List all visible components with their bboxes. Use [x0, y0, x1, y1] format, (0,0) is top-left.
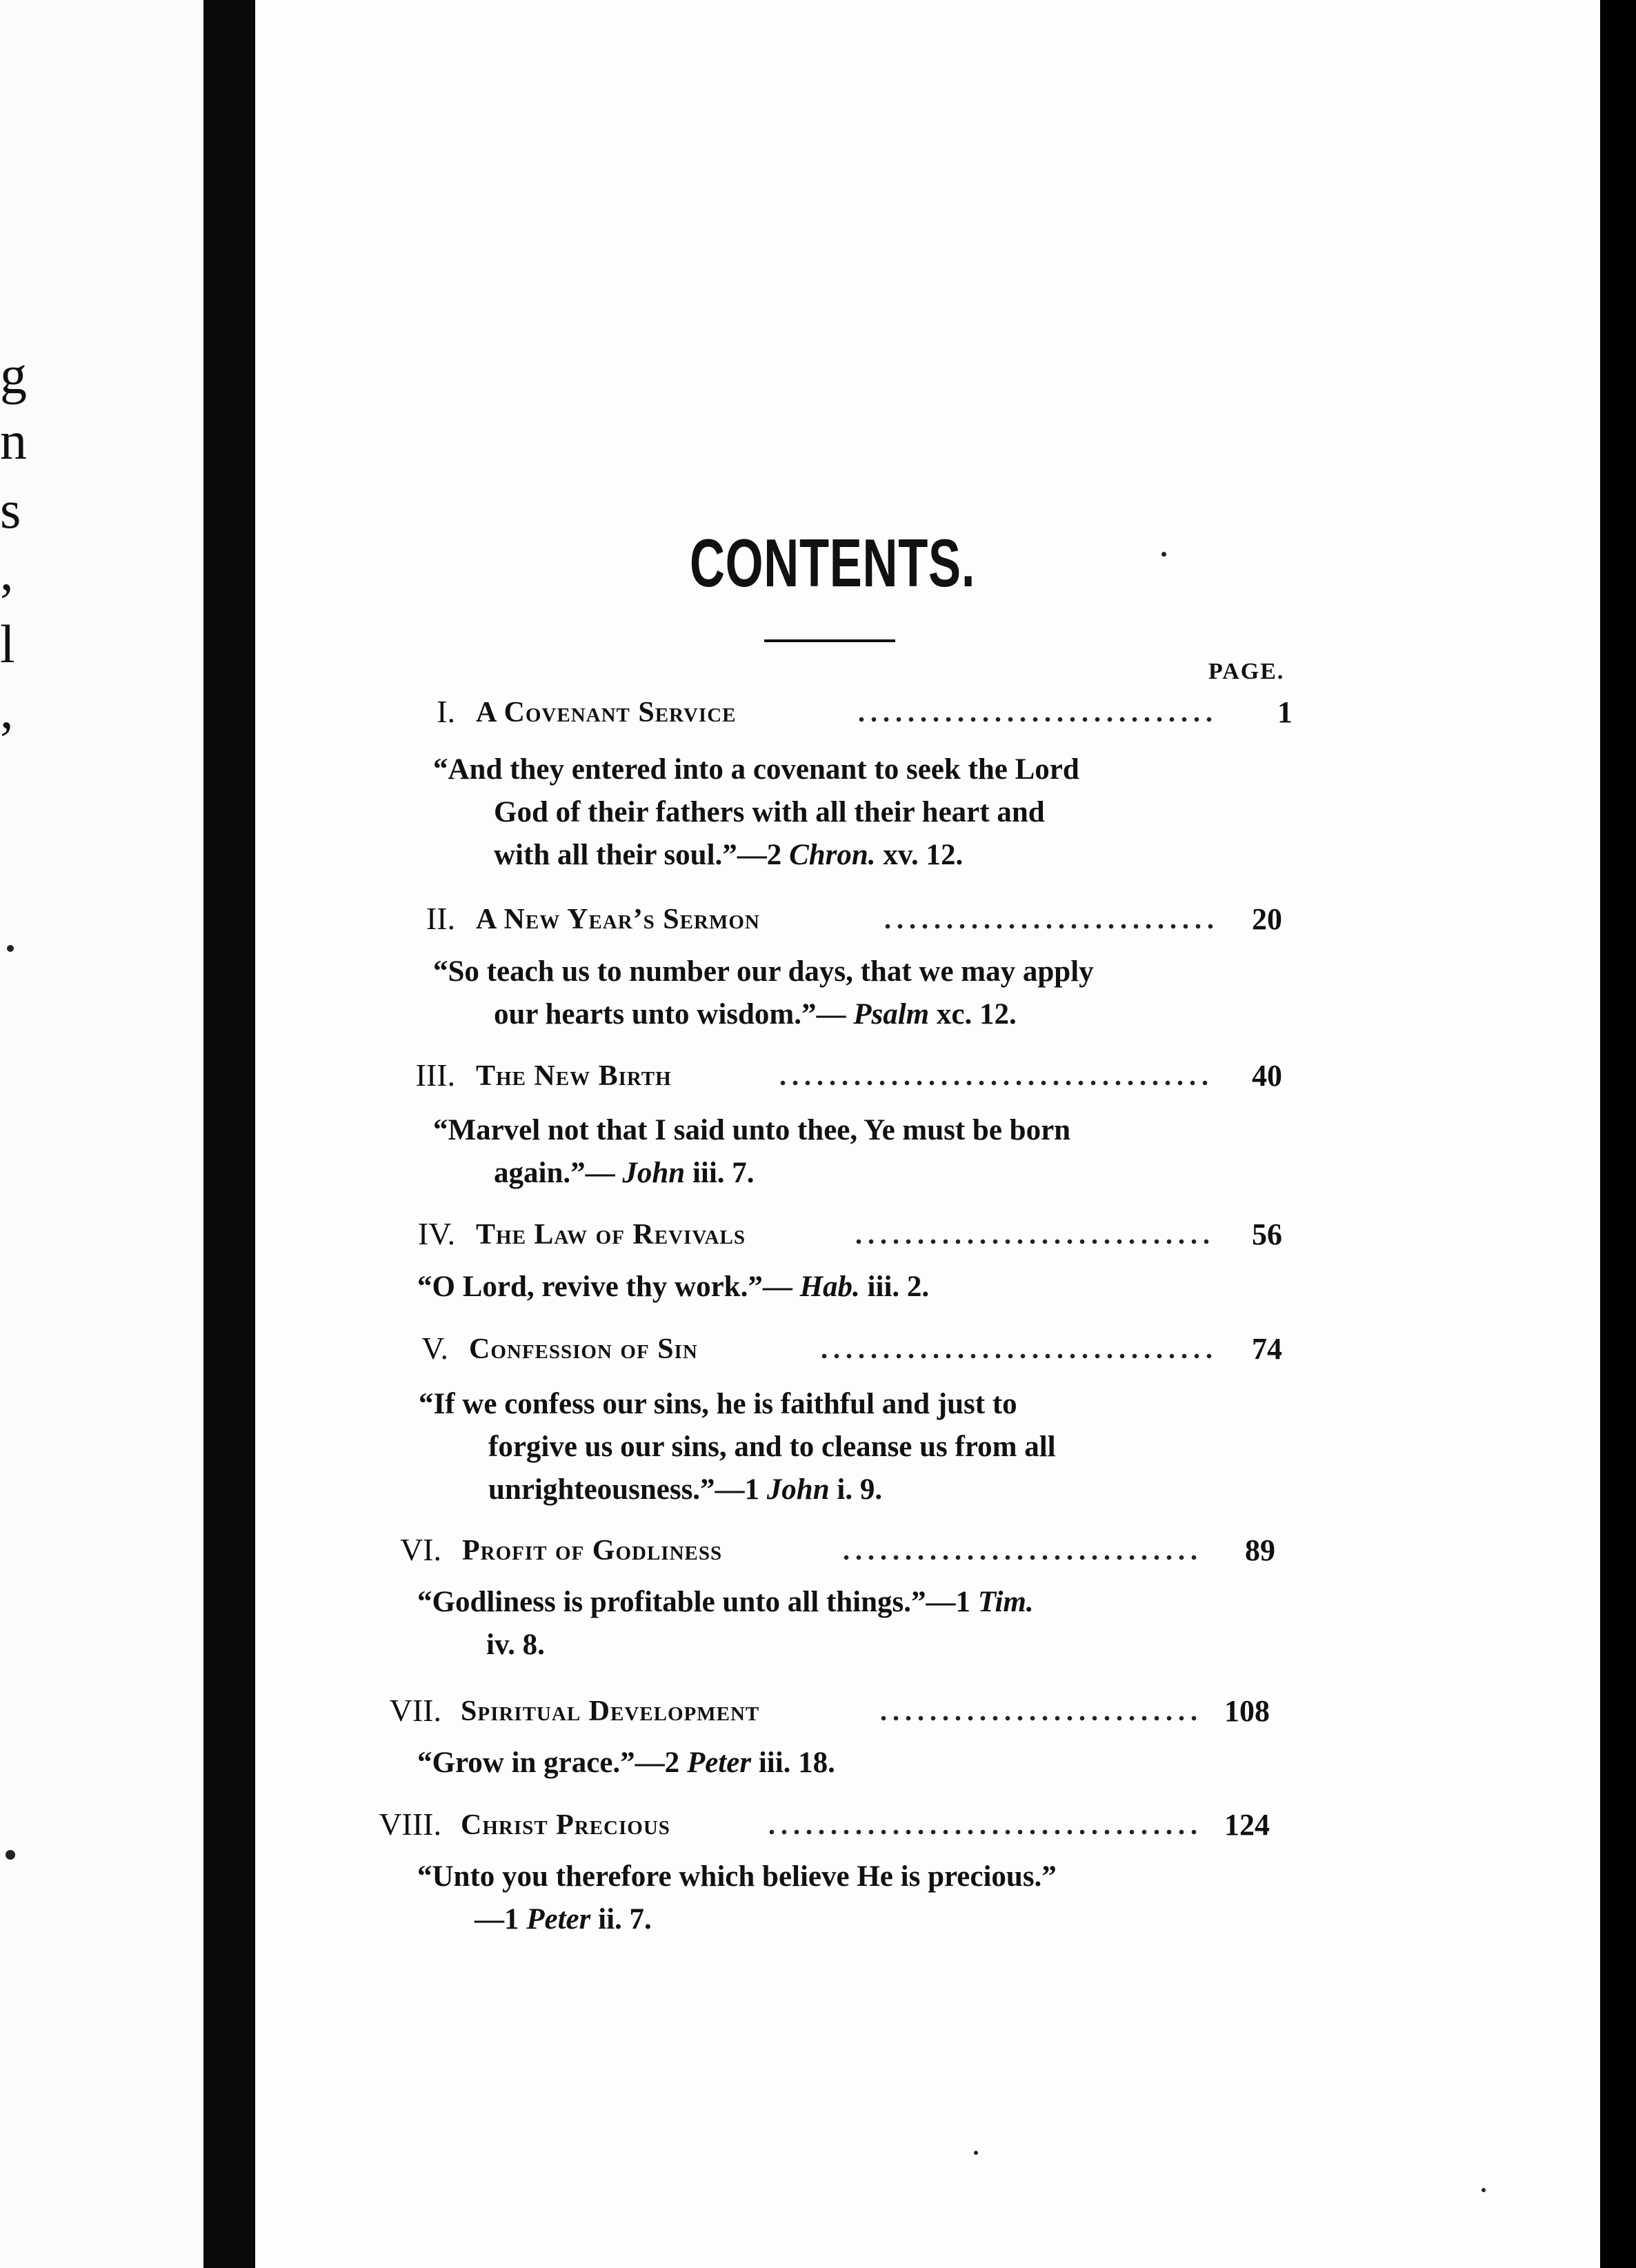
- scripture-quote-line: [433, 951, 1094, 993]
- quote-text: “Unto you therefore which believe He is precious.”: [417, 1860, 1057, 1893]
- entry-numeral: VII.: [389, 1693, 441, 1728]
- entry-title: The New Birth: [476, 1060, 672, 1092]
- reference-chapter-verse: iii. 7.: [692, 1157, 755, 1189]
- leader-dots: [877, 1715, 1204, 1721]
- left-page-fragment: ,: [0, 541, 14, 601]
- entry-title: A New Year’s Sermon: [476, 904, 760, 935]
- leader-dots: [855, 717, 1214, 722]
- entry-title: Profit of Godliness: [462, 1535, 723, 1566]
- entry-title: The Law of Revivals: [476, 1219, 746, 1251]
- quote-text: iv. 8.: [486, 1629, 545, 1661]
- scripture-quote-line: [494, 834, 963, 877]
- left-page-fragment: n: [0, 410, 27, 470]
- toc-entry: [0, 1057, 1636, 1098]
- entry-numeral: VI.: [399, 1532, 441, 1567]
- scripture-quote-line: [486, 1624, 545, 1667]
- contents-heading: CONTENTS.: [690, 525, 976, 601]
- scripture-quote-line: [433, 1109, 1070, 1152]
- entry-page-number: 108: [1224, 1694, 1270, 1728]
- entry-numeral: I.: [437, 694, 455, 729]
- toc-entry: [0, 1531, 1636, 1573]
- reference-book: John: [622, 1157, 686, 1189]
- left-page-fragment: l: [0, 614, 15, 674]
- reference-chapter-verse: xv. 12.: [883, 839, 964, 871]
- reference-chapter-verse: xc. 12.: [936, 998, 1017, 1031]
- scripture-quote-line: [417, 1266, 929, 1309]
- quote-text: “So teach us to number our days, that we may apply: [433, 955, 1094, 988]
- book-gutter: [203, 0, 255, 2268]
- left-page-fragment: g: [0, 345, 27, 405]
- toc-entry: [0, 1806, 1636, 1847]
- entry-numeral: IV.: [417, 1216, 455, 1251]
- entry-numeral: V.: [421, 1331, 448, 1366]
- entry-numeral: II.: [426, 901, 455, 936]
- leader-dots: [881, 924, 1213, 929]
- entry-numeral: III.: [415, 1057, 455, 1093]
- reference-book: Peter: [686, 1747, 752, 1779]
- quote-text: God of their fathers with all their heart and: [494, 796, 1045, 828]
- reference-chapter-verse: iii. 2.: [867, 1271, 930, 1303]
- reference-chapter-verse: ii. 7.: [598, 1903, 652, 1936]
- quote-text: “Grow in grace.”—2: [417, 1747, 680, 1779]
- toc-entry: [0, 1692, 1636, 1733]
- reference-book: Tim.: [977, 1586, 1034, 1618]
- quote-text: —1: [475, 1903, 519, 1936]
- toc-entry: [0, 1330, 1636, 1371]
- entry-title: A Covenant Service: [476, 697, 737, 728]
- entry-title: Christ Precious: [461, 1809, 670, 1841]
- scripture-quote-line: [494, 993, 1017, 1036]
- quote-text: forgive us our sins, and to cleanse us from all: [488, 1431, 1056, 1463]
- heading-rule: [764, 639, 895, 642]
- toc-entry: [0, 1215, 1636, 1257]
- entry-page-number: 56: [1252, 1217, 1282, 1251]
- reference-book: John: [766, 1473, 830, 1506]
- quote-text: with all their soul.”—2: [494, 839, 782, 871]
- page-column-header: PAGE.: [1208, 659, 1285, 684]
- reference-chapter-verse: i. 9.: [837, 1473, 883, 1506]
- quote-text: our hearts unto wisdom.”—: [494, 998, 846, 1031]
- leader-dots: [852, 1239, 1213, 1244]
- reference-book: Peter: [526, 1903, 591, 1936]
- quote-text: unrighteousness.”—1: [488, 1473, 760, 1506]
- reference-chapter-verse: iii. 18.: [758, 1747, 835, 1779]
- toc-entry: [0, 693, 1636, 735]
- reference-book: Hab.: [799, 1271, 860, 1303]
- entry-page-number: 40: [1252, 1059, 1282, 1093]
- entry-numeral: VIII.: [379, 1807, 441, 1842]
- page-edge-shadow: [1600, 0, 1636, 2268]
- quote-text: “If we confess our sins, he is faithful and just to: [419, 1388, 1017, 1420]
- entry-page-number: 89: [1245, 1533, 1275, 1567]
- left-page-fragment: ,: [0, 679, 14, 739]
- ink-speck: [974, 2151, 978, 2155]
- entry-page-number: 124: [1224, 1808, 1270, 1842]
- scripture-quote-line: [419, 1383, 1017, 1426]
- entry-page-number: 74: [1252, 1332, 1282, 1366]
- ink-speck: [1161, 552, 1166, 557]
- ink-speck: [1482, 2188, 1486, 2192]
- leader-dots: [777, 1080, 1213, 1086]
- left-page-fragment: s: [0, 479, 21, 539]
- leader-dots: [840, 1555, 1204, 1560]
- scripture-quote-line: [417, 1581, 1034, 1624]
- scripture-quote-line: [417, 1742, 835, 1784]
- quote-text: again.”—: [494, 1157, 615, 1189]
- facing-page-left: [0, 0, 203, 2268]
- leader-dots: [766, 1829, 1204, 1835]
- leader-dots: [818, 1353, 1213, 1359]
- reference-book: Psalm: [853, 998, 930, 1031]
- entry-title: Confession of Sin: [469, 1333, 698, 1365]
- scripture-quote-line: [494, 1152, 755, 1195]
- scripture-quote-line: [433, 748, 1079, 791]
- entry-title: Spiritual Development: [461, 1695, 760, 1727]
- reference-book: Chron.: [789, 839, 876, 871]
- entry-page-number: 20: [1252, 902, 1282, 936]
- scripture-quote-line: [475, 1898, 652, 1941]
- scripture-quote-line: [488, 1469, 882, 1511]
- entry-page-number: 1: [1277, 695, 1293, 729]
- ink-speck: [7, 945, 14, 952]
- quote-text: “Marvel not that I said unto thee, Ye must be born: [433, 1114, 1071, 1146]
- scripture-quote-line: [488, 1426, 1056, 1469]
- ink-speck: [6, 1850, 15, 1860]
- scripture-quote-line: [494, 791, 1045, 834]
- quote-text: “Godliness is profitable unto all things.”—1: [417, 1586, 971, 1618]
- scripture-quote-line: [417, 1856, 1057, 1898]
- quote-text: “O Lord, revive thy work.”—: [417, 1271, 792, 1303]
- toc-entry: [0, 900, 1636, 942]
- quote-text: “And they entered into a covenant to seek the Lord: [433, 753, 1079, 786]
